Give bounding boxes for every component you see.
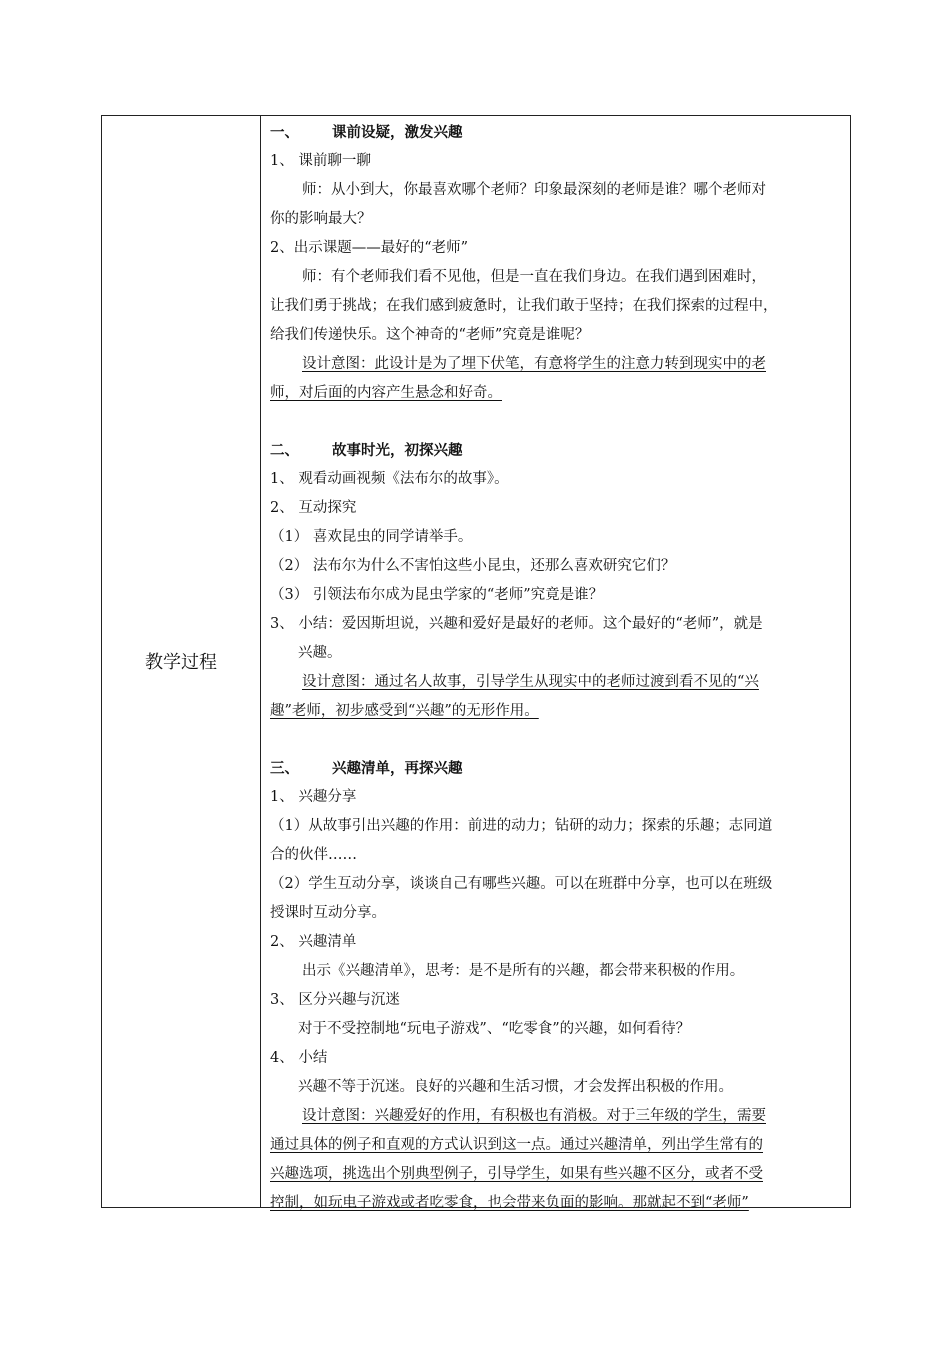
text-line: 合的伙伴…… bbox=[270, 847, 357, 863]
text-line: 兴趣不等于沉迷。良好的兴趣和生活习惯，才会发挥出积极的作用。 bbox=[298, 1079, 733, 1095]
text-line: 授课时互动分享。 bbox=[270, 905, 386, 921]
text-line: （2） 法布尔为什么不害怕这些小昆虫，还那么喜欢研究它们？ bbox=[270, 558, 676, 574]
design-intent: 设计意图：此设计是为了埋下伏笔，有意将学生的注意力转到现实中的老 bbox=[302, 356, 766, 372]
text-line: 师：有个老师我们看不见他，但是一直在我们身边。在我们遇到困难时， bbox=[302, 269, 766, 285]
design-intent: 兴趣选项，挑选出个别典型例子，引导学生，如果有些兴趣不区分，或者不受 bbox=[270, 1166, 763, 1182]
row-label: 教学过程 bbox=[145, 652, 217, 673]
text-line: 1、 课前聊一聊 bbox=[270, 153, 371, 169]
text-line: （2）学生互动分享，谈谈自己有哪些兴趣。可以在班群中分享，也可以在班级 bbox=[270, 876, 773, 892]
design-intent: 师，对后面的内容产生悬念和好奇。 bbox=[270, 385, 502, 401]
design-intent: 趣”老师，初步感受到“兴趣”的无形作用。 bbox=[270, 703, 539, 719]
text-line: 出示《兴趣清单》，思考：是不是所有的兴趣，都会带来积极的作用。 bbox=[302, 963, 745, 979]
text-line: 2、 互动探究 bbox=[270, 500, 357, 516]
text-line: 3、 小结：爱因斯坦说，兴趣和爱好是最好的老师。这个最好的“老师”，就是 bbox=[270, 616, 763, 632]
text-line: 2、出示课题——最好的“老师” bbox=[270, 240, 469, 256]
section-heading: 一、 课前设疑，激发兴趣 bbox=[270, 124, 463, 141]
design-intent: 设计意图：通过名人故事，引导学生从现实中的老师过渡到看不见的“兴 bbox=[302, 674, 759, 690]
text-line: 4、 小结 bbox=[270, 1050, 328, 1066]
text-line: 兴趣。 bbox=[298, 645, 342, 661]
section-heading: 三、 兴趣清单，再探兴趣 bbox=[270, 760, 463, 777]
text-line: 对于不受控制地“玩电子游戏”、“吃零食”的兴趣，如何看待？ bbox=[298, 1021, 691, 1037]
text-line: 1、 兴趣分享 bbox=[270, 789, 357, 805]
lesson-table bbox=[101, 115, 851, 1211]
design-intent: 通过具体的例子和直观的方式认识到这一点。通过兴趣清单，列出学生常有的 bbox=[270, 1137, 763, 1153]
section-heading: 二、 故事时光，初探兴趣 bbox=[270, 442, 463, 459]
content-cell bbox=[262, 116, 850, 1218]
text-line: （1） 喜欢昆虫的同学请举手。 bbox=[270, 529, 473, 545]
text-line: 2、 兴趣清单 bbox=[270, 934, 357, 950]
design-intent: 设计意图：兴趣爱好的作用，有积极也有消极。对于三年级的学生，需要 bbox=[302, 1108, 766, 1124]
row-label-cell bbox=[102, 116, 261, 1207]
text-line: 师：从小到大，你最喜欢哪个老师？印象最深刻的老师是谁？哪个老师对 bbox=[302, 182, 766, 198]
text-line: （3） 引领法布尔成为昆虫学家的“老师”究竟是谁？ bbox=[270, 587, 604, 603]
text-line: 你的影响最大？ bbox=[270, 211, 372, 227]
text-line: 让我们勇于挑战；在我们感到疲惫时，让我们敢于坚持；在我们探索的过程中， bbox=[270, 298, 778, 314]
text-line: 1、 观看动画视频《法布尔的故事》。 bbox=[270, 471, 509, 487]
text-line: 给我们传递快乐。这个神奇的“老师”究竟是谁呢？ bbox=[270, 327, 590, 343]
text-line: 3、 区分兴趣与沉迷 bbox=[270, 992, 400, 1008]
design-intent: 控制，如玩电子游戏或者吃零食，也会带来负面的影响。那就起不到“老师” bbox=[270, 1195, 749, 1211]
text-line: （1）从故事引出兴趣的作用：前进的动力；钻研的动力；探索的乐趣；志同道 bbox=[270, 818, 773, 834]
